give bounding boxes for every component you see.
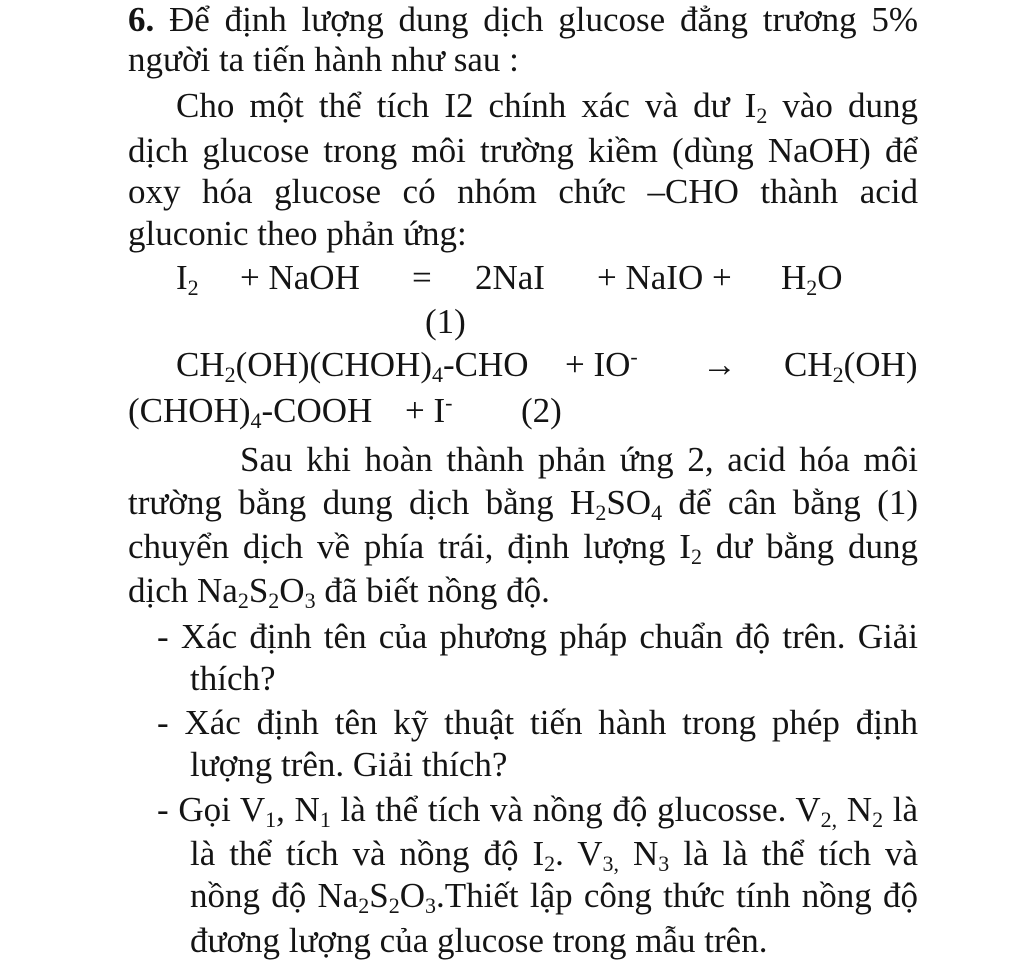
reaction-1-water: $H_2O$ [781, 258, 843, 300]
reaction-1-iodine: $I_2$ [176, 258, 199, 300]
paragraph-1-line-2: dịch glucose trong môi trường kiềm (dùng NaOH) để [128, 131, 918, 170]
reaction-2-iodide: + I- [405, 390, 453, 430]
bullet-3-line-2: là thể tích và nồng độ $I_2$. $V_{3,}$ $N_3$ là là thể tích và [190, 834, 918, 876]
reaction-2-iodate: + IO- [565, 344, 638, 384]
reaction-1-naoh: + NaOH [240, 258, 360, 297]
reaction-2-arrow: → [702, 345, 737, 384]
bullet-3-line-4: đương lượng của glucose trong mẫu trên. [190, 921, 768, 960]
reaction-2-line-1 [0, 345, 1024, 385]
reaction-1 [0, 258, 1024, 298]
reaction-2-label: (2) [521, 391, 562, 430]
reaction-2-glucose: $CH_2(OH)(CHOH)_4$-CHO [176, 345, 529, 387]
bullet-1-line-1: - Xác định tên của phương pháp chuẩn độ trên. Giải [157, 617, 918, 656]
bullet-3-line-1: - Gọi $V_1$, $N_1$ là thể tích và nồng độ glucosse. $V_{2,}$ $N_2$ là [157, 790, 919, 832]
paragraph-2-line-4: dịch $Na_2S_2O_3$ đã biết nồng độ. [128, 571, 550, 613]
reaction-1-equals: = [412, 258, 432, 297]
paragraph-1-line-4: gluconic theo phản ứng: [128, 214, 467, 253]
reaction-1-naio: + NaIO + [597, 258, 732, 297]
question-title-line-2: người ta tiến hành như sau : [128, 40, 519, 79]
reaction-2-product: $CH_2(OH)$ [784, 345, 918, 387]
bullet-2-line-1: - Xác định tên kỹ thuật tiến hành trong phép định [157, 703, 918, 742]
paragraph-2-line-3: chuyển dịch về phía trái, định lượng $I_2$ dư bằng dung [128, 527, 918, 569]
bullet-1-line-2: thích? [190, 659, 276, 698]
bullet-3-line-3: nồng độ $Na_2S_2O_3.Thiết$ lập công thức tính nồng độ [190, 876, 918, 918]
question-number: 6. [128, 0, 155, 39]
reaction-2-line-2 [0, 391, 1024, 431]
paragraph-1-line-1: Cho một thể tích I2 chính xác và dư $I_2$ vào dung [176, 86, 918, 128]
reaction-1-nai: 2NaI [475, 258, 545, 297]
paragraph-2-line-2: trường bằng dung dịch bằng $H_2SO_4$ để cân bằng (1) [128, 483, 918, 525]
paragraph-2-line-1: Sau khi hoàn thành phản ứng 2, acid hóa môi [240, 440, 918, 479]
paragraph-1-line-3: oxy hóa glucose có nhóm chức –CHO thành acid [128, 172, 918, 211]
question-title-line-1: 6. Để định lượng dung dịch glucose đẳng trương 5% [128, 0, 919, 39]
reaction-1-label: (1) [425, 302, 466, 341]
bullet-2-line-2: lượng trên. Giải thích? [190, 745, 508, 784]
reaction-2-gluconic: $(CHOH)_4$-COOH [128, 391, 373, 433]
